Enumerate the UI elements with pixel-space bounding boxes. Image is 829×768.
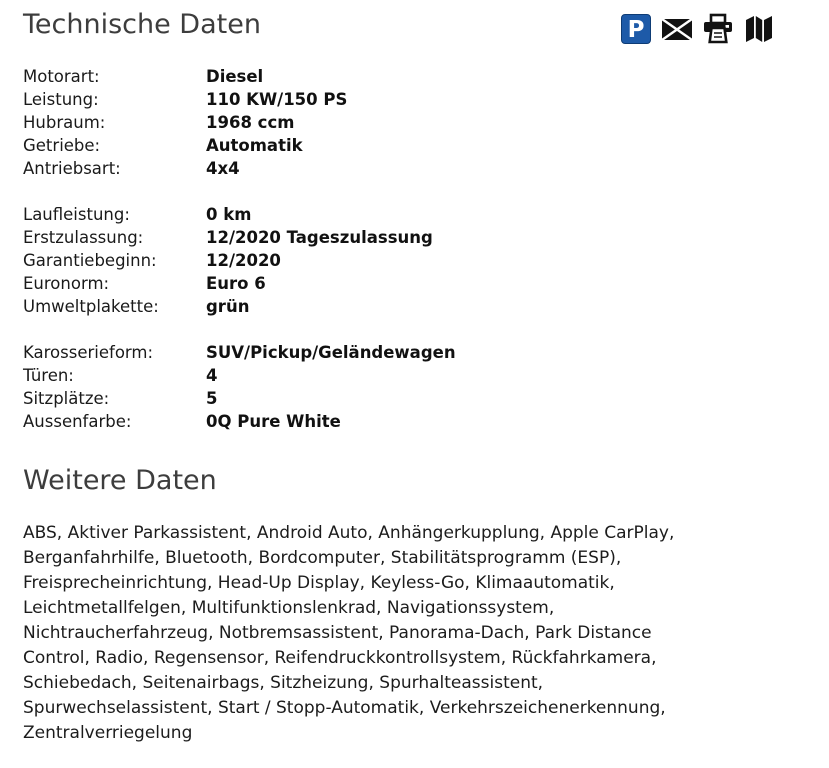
spec-value: 12/2020 Tageszulassung [206,228,433,247]
spec-row [23,295,775,318]
spec-label: Umweltplakette: [23,297,159,316]
page-title: Technische Daten [23,9,261,40]
page-header [23,8,775,46]
spec-row [23,65,775,88]
spec-value: 5 [206,389,218,408]
spec-value: 12/2020 [206,251,281,270]
equipment-list-text: ABS, Aktiver Parkassistent, Android Auto, Anhängerkupplung, Apple CarPlay, Berganfahrhilfe, Bluetooth, Bordcomputer, Stabilitätsprogramm (ESP), Freisprecheinrichtung, Head-Up Display, Keyless-Go, Klimaautomatik, Leichtmetallfelgen, Multifunktionslenkrad, Navigationssystem, Nichtraucherfahrzeug, Notbremsassistent, Panorama-Dach, Park Distance Control, Radio, Regensensor, Reifendruckkontrollsystem, Rückfahrkamera, Schiebedach, Seitenairbags, Sitzheizung, Spurhalteassistent, Spurwechselassistent, Start / Stopp-Automatik, Verkehrszeichenerkennung, Zentralverriegelung [23,523,675,743]
spec-row [23,157,775,180]
spec-label: Motorart: [23,67,100,86]
spec-value: Euro 6 [206,274,266,293]
spec-label: Aussenfarbe: [23,412,132,431]
spec-value: 0 km [206,205,252,224]
spec-row [23,341,775,364]
spec-value: 0Q Pure White [206,412,341,431]
email-button[interactable] [661,12,693,46]
email-icon [662,19,692,40]
spec-row [23,203,775,226]
spec-label: Hubraum: [23,113,106,132]
spec-row [23,410,775,433]
spec-label: Karosserieform: [23,343,154,362]
map-icon [745,14,773,44]
action-icon-row [620,8,775,46]
spec-label: Garantiebeginn: [23,251,157,270]
spec-label: Laufleistung: [23,205,130,224]
spec-row [23,226,775,249]
spec-label: Türen: [23,366,74,385]
svg-text:P: P [627,17,645,43]
spec-row [23,249,775,272]
spec-group-body [23,341,775,433]
spec-row [23,364,775,387]
spec-row [23,272,775,295]
more-data-title: Weitere Daten [23,465,217,496]
spec-group-registration [23,203,775,318]
spec-row [23,387,775,410]
spec-value: Automatik [206,136,303,155]
spec-value: SUV/Pickup/Geländewagen [206,343,456,362]
map-button[interactable] [743,12,775,46]
spec-value: 1968 ccm [206,113,295,132]
spec-row [23,134,775,157]
spec-row [23,88,775,111]
spec-label: Sitzplätze: [23,389,110,408]
spec-label: Antriebsart: [23,159,121,178]
spec-value: grün [206,297,250,316]
spec-label: Getriebe: [23,136,101,155]
spec-label: Leistung: [23,90,99,109]
technical-data-table [23,65,775,433]
parking-icon [621,14,651,44]
print-button[interactable] [702,12,734,46]
spec-value: 4x4 [206,159,240,178]
spec-value: 4 [206,366,218,385]
spec-value: Diesel [206,67,264,86]
spec-value: 110 KW/150 PS [206,90,348,109]
park-vehicle-button[interactable] [620,12,652,46]
spec-row [23,111,775,134]
print-icon [702,13,734,45]
spec-label: Euronorm: [23,274,110,293]
spec-group-engine [23,65,775,180]
spec-label: Erstzulassung: [23,228,144,247]
